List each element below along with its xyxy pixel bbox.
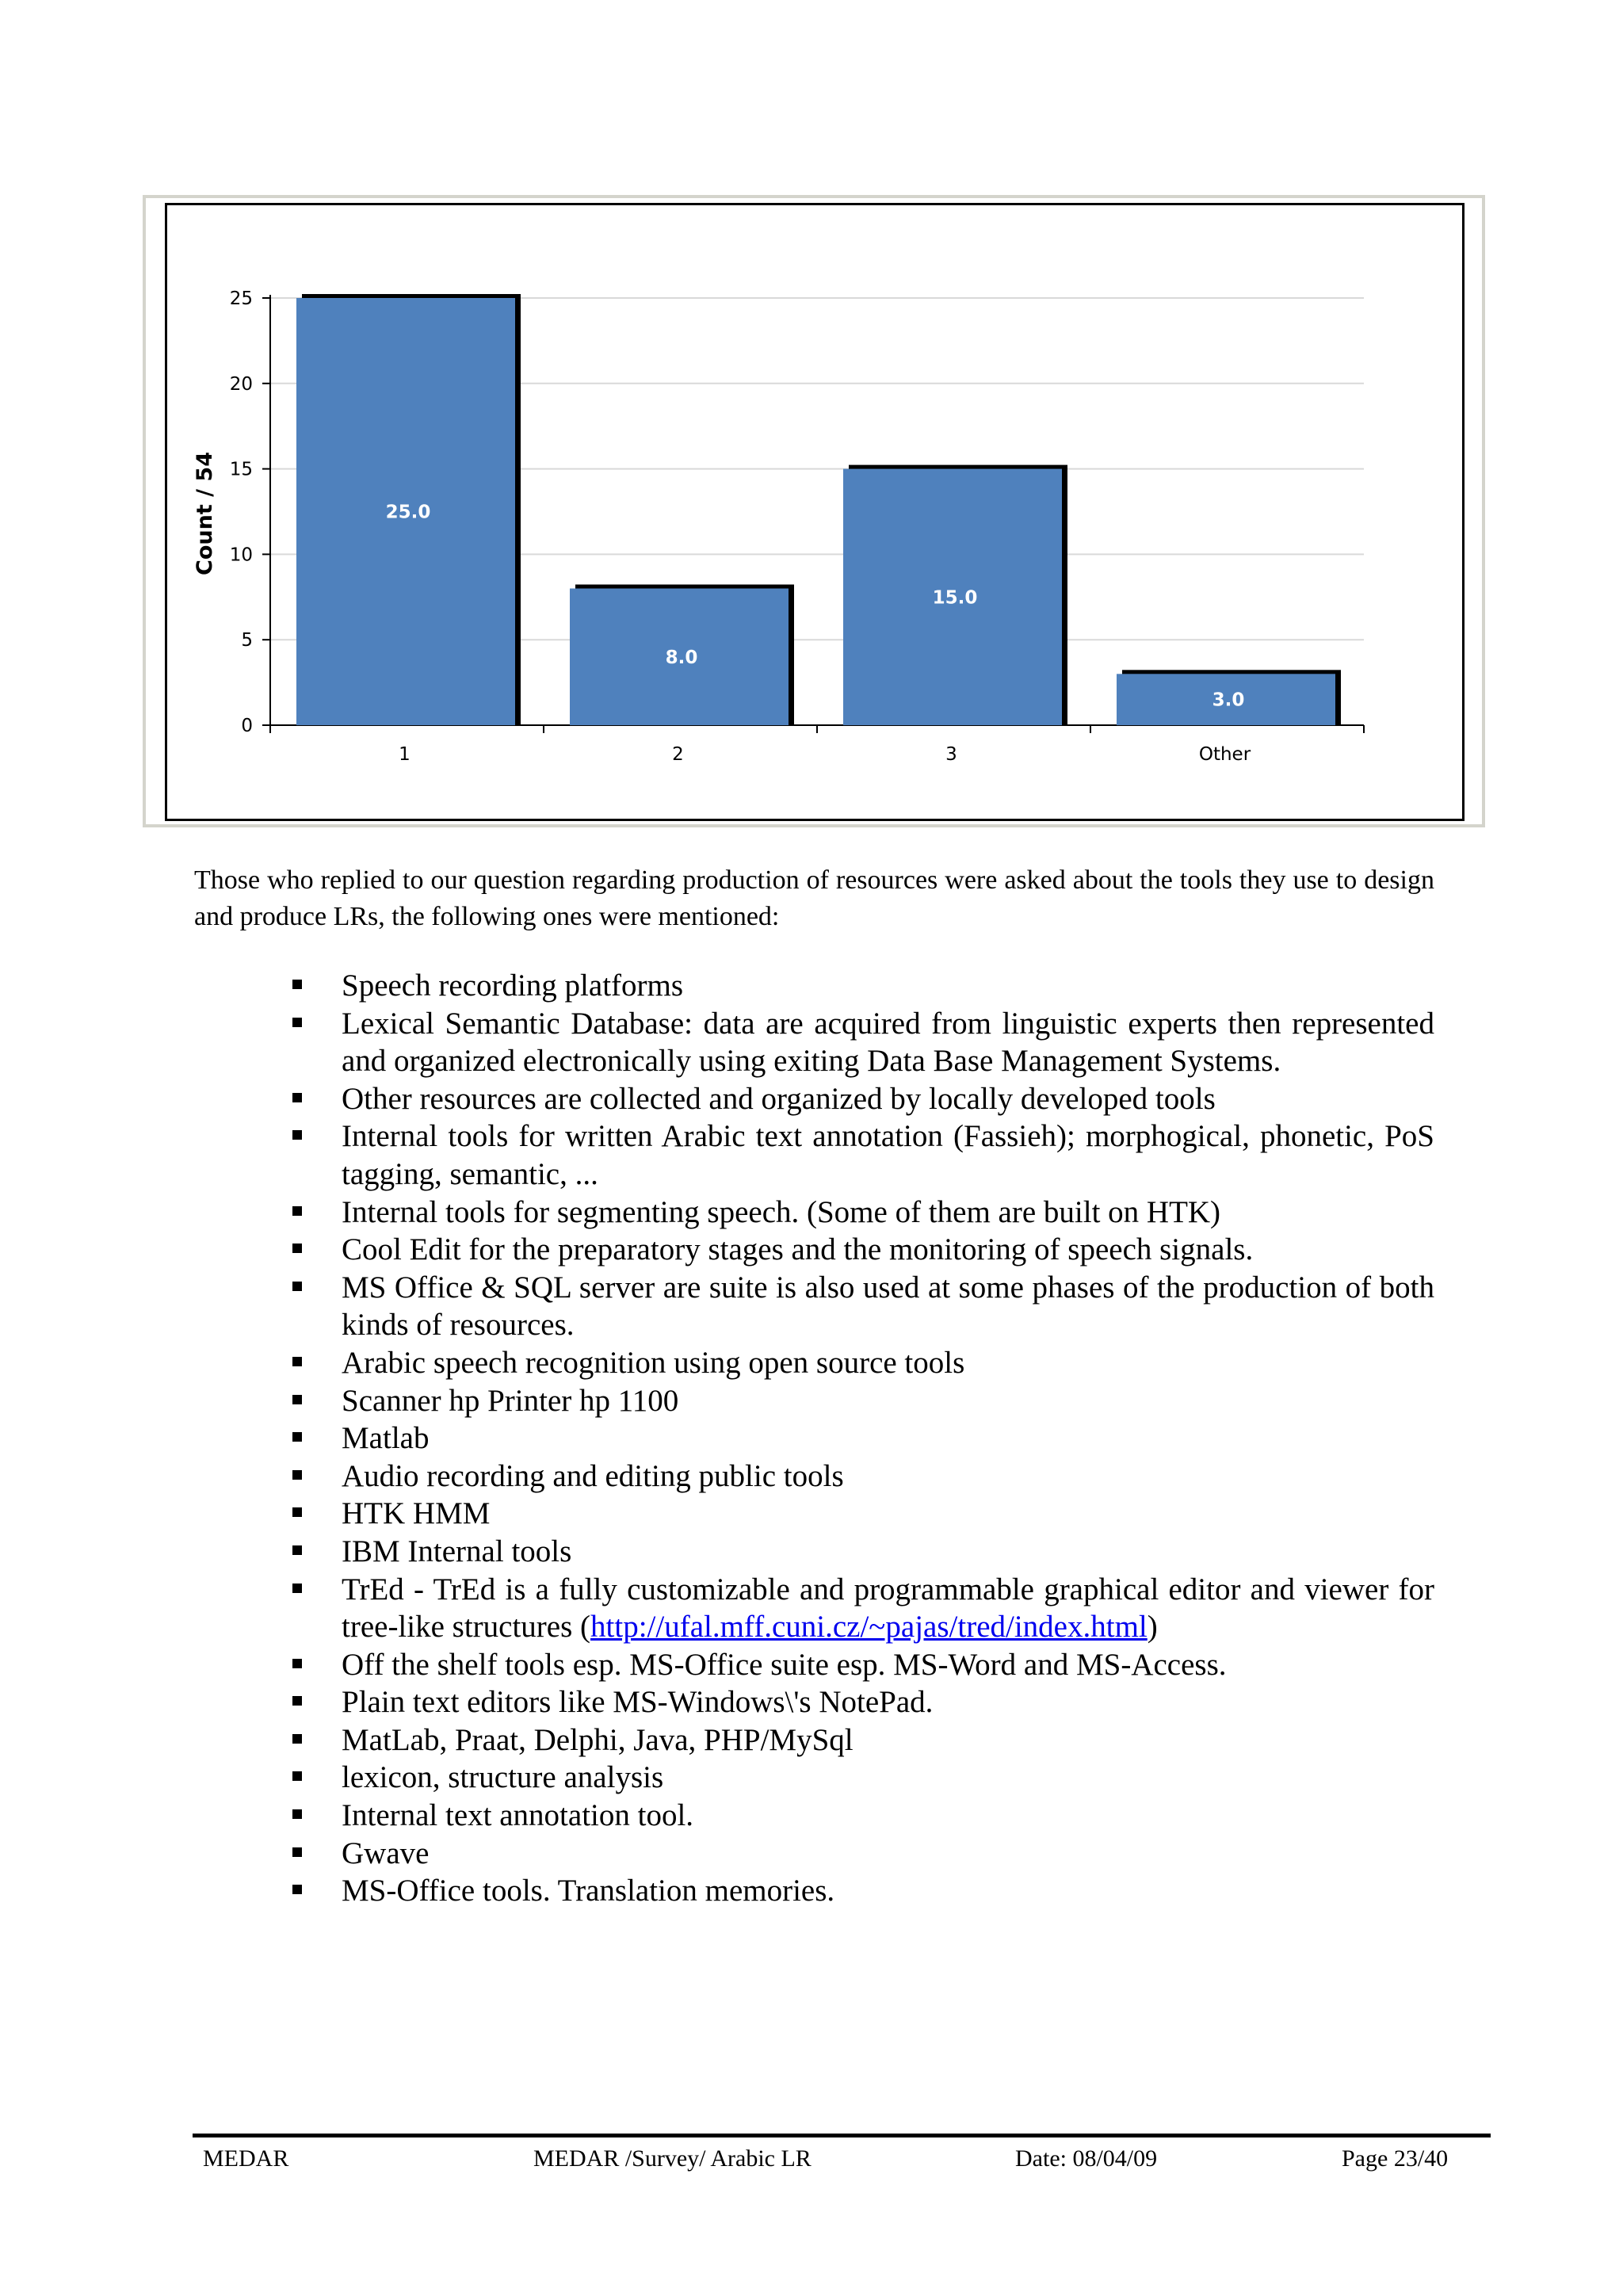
tool-text: HTK HMM: [342, 1496, 491, 1531]
tool-text: Other resources are collected and organized by locally developed tools: [342, 1081, 1216, 1116]
tred-link[interactable]: http://ufal.mff.cuni.cz/~pajas/tred/index.html: [590, 1610, 1148, 1645]
tool-list-item: [290, 1797, 1434, 1835]
square-bullet-icon: [292, 1018, 302, 1027]
square-bullet-icon: [292, 1130, 302, 1140]
tool-list-item: [290, 1872, 1434, 1910]
square-bullet-icon: [292, 1093, 302, 1102]
square-bullet-icon: [292, 1206, 302, 1216]
tool-text: TrEd - TrEd is a fully customizable and programmable graphical editor and viewer for tree-like structures (: [342, 1572, 1434, 1645]
tool-text: Internal tools for segmenting speech. (Some of them are built on HTK): [342, 1194, 1221, 1229]
y-tick-label: 25: [229, 288, 253, 309]
tool-text: MatLab, Praat, Delphi, Java, PHP/MySql: [342, 1722, 854, 1757]
bar-value-label: 3.0: [1212, 690, 1245, 711]
square-bullet-icon: [292, 1809, 302, 1819]
tool-list-item: [290, 1646, 1434, 1684]
square-bullet-icon: [292, 1432, 302, 1442]
tool-list-item: [290, 1005, 1434, 1080]
y-tick-label: 20: [229, 373, 253, 395]
tool-list-item: [290, 1533, 1434, 1571]
tool-text: Internal tools for written Arabic text annotation (Fassieh); morphogical, phonetic, PoS tagging, semantic, ...: [342, 1119, 1434, 1191]
y-tick-label: 5: [241, 630, 253, 651]
square-bullet-icon: [292, 1507, 302, 1517]
bar-chart: [167, 205, 1462, 819]
tool-text: Speech recording platforms: [342, 968, 684, 1003]
tool-list-item: [290, 1835, 1434, 1873]
tool-text: Arabic speech recognition using open source tools: [342, 1345, 965, 1380]
tool-text: ): [1147, 1610, 1158, 1645]
tool-list-item: [290, 1571, 1434, 1646]
tool-text: lexicon, structure analysis: [342, 1760, 664, 1795]
tool-text: Lexical Semantic Database: data are acquired from linguistic experts then represented and organized electronically using exiting Data Base Management Systems.: [342, 1006, 1434, 1079]
tool-text: Audio recording and editing public tools: [342, 1458, 844, 1493]
x-tick-label: 3: [945, 744, 957, 765]
footer-date: Date: 08/04/09: [1015, 2145, 1158, 2172]
square-bullet-icon: [292, 1470, 302, 1480]
tool-list-item: [290, 1194, 1434, 1232]
tool-text: IBM Internal tools: [342, 1534, 572, 1568]
square-bullet-icon: [292, 1244, 302, 1253]
tool-list-item: [290, 967, 1434, 1005]
tool-text: Plain text editors like MS-Windows\'s NotePad.: [342, 1685, 934, 1720]
footer-document-title: MEDAR /Survey/ Arabic LR: [533, 2145, 812, 2172]
tool-list-item: [290, 1269, 1434, 1344]
tool-text: Scanner hp Printer hp 1100: [342, 1383, 679, 1418]
tool-list-item: [290, 1117, 1434, 1193]
tool-list-item: [290, 1495, 1434, 1533]
chart-plot-box: [165, 203, 1465, 821]
square-bullet-icon: [292, 1659, 302, 1668]
square-bullet-icon: [292, 1584, 302, 1593]
x-tick-label: Other: [1198, 744, 1251, 765]
x-tick-label: 1: [399, 744, 411, 765]
square-bullet-icon: [292, 980, 302, 989]
y-axis-title: Count / 54: [193, 452, 217, 575]
square-bullet-icon: [292, 1771, 302, 1781]
bar-value-label: 15.0: [932, 587, 978, 609]
tool-list-item: [290, 1080, 1434, 1118]
square-bullet-icon: [292, 1734, 302, 1744]
square-bullet-icon: [292, 1696, 302, 1706]
tool-text: Gwave: [342, 1836, 430, 1870]
y-tick-label: 0: [241, 716, 253, 736]
tool-list-item: [290, 1231, 1434, 1269]
y-tick-label: 15: [229, 459, 253, 480]
square-bullet-icon: [292, 1282, 302, 1291]
tool-text: Matlab: [342, 1421, 430, 1456]
intro-paragraph: Those who replied to our question regarding production of resources were asked about the tools they use to design and produce LRs, the following ones were mentioned:: [194, 865, 1434, 931]
tool-text: MS Office & SQL server are suite is also used at some phases of the production of both kinds of resources.: [342, 1270, 1434, 1343]
tool-list-item: [290, 1683, 1434, 1721]
tool-list-item: [290, 1382, 1434, 1420]
tools-list: [290, 967, 1434, 1910]
tool-list-item: [290, 1419, 1434, 1457]
bar-value-label: 25.0: [385, 502, 431, 523]
tool-list-item: [290, 1721, 1434, 1759]
square-bullet-icon: [292, 1885, 302, 1894]
footer-page-number: Page 23/40: [1342, 2145, 1449, 2172]
tool-list-item: [290, 1759, 1434, 1797]
footer-rule: [193, 2134, 1491, 2137]
tool-list-item: [290, 1457, 1434, 1496]
x-tick-label: 2: [672, 744, 684, 765]
tool-text: Internal text annotation tool.: [342, 1798, 694, 1833]
bar-value-label: 8.0: [665, 647, 698, 668]
tool-text: MS-Office tools. Translation memories.: [342, 1874, 835, 1908]
tool-text: Cool Edit for the preparatory stages and the monitoring of speech signals.: [342, 1232, 1254, 1267]
square-bullet-icon: [292, 1357, 302, 1366]
y-tick-label: 10: [229, 544, 253, 566]
tool-text: Off the shelf tools esp. MS-Office suite esp. MS-Word and MS-Access.: [342, 1647, 1227, 1682]
square-bullet-icon: [292, 1395, 302, 1404]
footer-org: MEDAR: [203, 2145, 289, 2172]
square-bullet-icon: [292, 1847, 302, 1857]
tool-list-item: [290, 1344, 1434, 1382]
square-bullet-icon: [292, 1545, 302, 1555]
